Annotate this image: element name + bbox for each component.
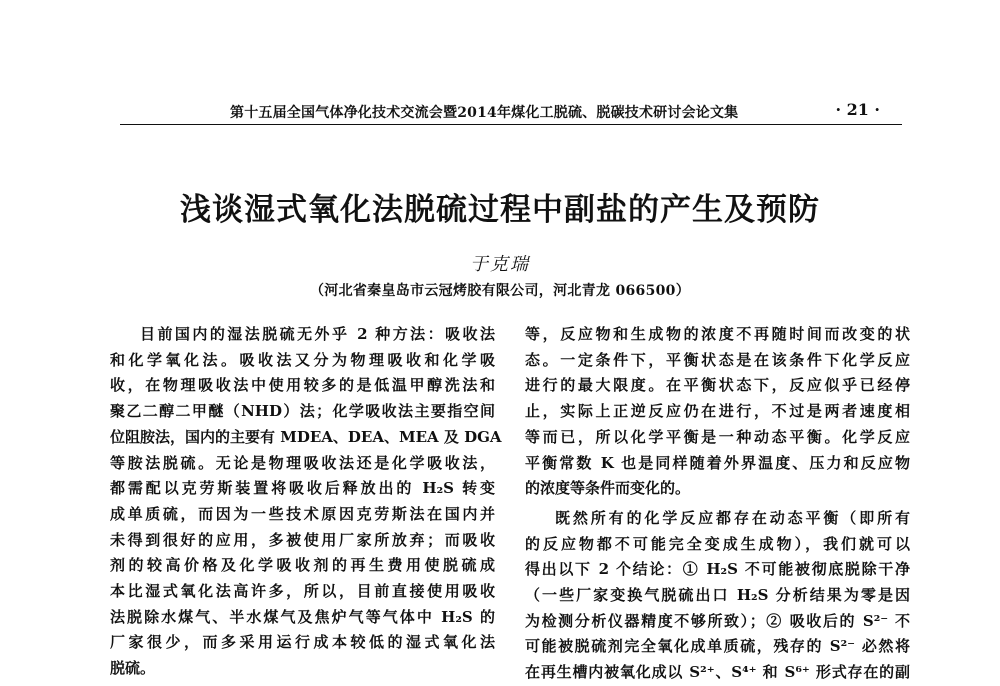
paragraph-line: 法脱除水煤气、半水煤气及焦炉气等气体中 H₂S 的 [110,607,495,626]
paragraph-line: 态。一定条件下，平衡状态是在该条件下化学反应 [525,350,910,369]
paragraph-line: 等，反应物和生成物的浓度不再随时间而改变的状 [525,325,910,343]
paragraph-line: 可能被脱硫剂完全氧化成单质硫，残存的 S²⁻ 必然将 [525,637,910,656]
paragraph-line: 聚乙二醇二甲醚（NHD）法；化学吸收法主要指空间 [110,402,495,421]
paragraph-line: 为检测分析仪器精度不够所致）；② 吸收后的 S²⁻ 不 [525,611,910,630]
paragraph-line: 目前国内的湿法脱硫无外乎 2 种方法：吸收法 [140,325,495,343]
paragraph-line: 位阻胺法，国内的主要有 MDEA、DEA、MEA 及 DGA [110,427,502,446]
paragraph-line: 都需配以克劳斯装置将吸收后释放出的 H₂S 转变 [110,479,495,498]
paragraph-line: 得出以下 2 个结论：① H₂S 不可能被彻底脱除干净 [525,560,910,579]
paragraph-line: 止，实际上正逆反应仍在进行，不过是两者速度相 [525,402,910,421]
paragraph-line: 在再生槽内被氧化成以 S²⁺、S⁴⁺ 和 S⁶⁺ 形式存在的副 [525,663,910,682]
paragraph-line: 剂的较高价格及化学吸收剂的再生费用使脱硫成 [110,556,495,575]
author: 于克瑞 [470,254,530,275]
paragraph-line: 等胺法脱硫。无论是物理吸收法还是化学吸收法， [110,453,495,472]
paragraph-line: 成单质硫，而因为一些技术原因克劳斯法在国内并 [110,504,495,523]
paragraph-line: 厂家很少，而多采用运行成本较低的湿式氧化法 [110,633,495,652]
running-head [120,100,900,124]
paragraph-line: 进行的最大限度。在平衡状态下，反应似乎已经停 [525,376,910,395]
paragraph-line: 本比湿式氧化法高许多，所以，目前直接使用吸收 [110,582,495,601]
paragraph-line: 的浓度等条件而变化的。 [525,479,691,498]
paragraph-line: 平衡常数 K 也是同样随着外界温度、压力和反应物 [525,453,910,472]
paragraph-line: 和化学氧化法。吸收法又分为物理吸收和化学吸 [110,350,495,369]
paragraph-line: 未得到很好的应用，多被使用厂家所放弃；而吸收 [110,530,495,549]
left-column [110,322,502,682]
page-number: · 21 · [835,100,880,119]
paragraph-line: 既然所有的化学反应都存在动态平衡（即所有 [555,508,910,527]
paragraph-line: 收，在物理吸收法中使用较多的是低温甲醇洗法和 [110,376,495,395]
paragraph-line: 的反应物都不可能完全变成生成物），我们就可以 [525,534,910,553]
header-rule [120,124,902,125]
journal-title: 第十五届全国气体净化技术交流会暨2014年煤化工脱硫、脱碳技术研讨会论文集 [230,105,739,121]
article-title: 浅谈湿式氧化法脱硫过程中副盐的产生及预防 [180,192,820,228]
affiliation: （河北省秦皇岛市云冠烤胶有限公司，河北青龙 066500） [309,283,691,299]
right-column [525,322,910,686]
paragraph-line: 等而已，所以化学平衡是一种动态平衡。化学反应 [525,427,910,446]
paragraph-line: （一些厂家变换气脱硫出口 H₂S 分析结果为零是因 [525,586,910,605]
paragraph-line: 脱硫。 [110,659,156,678]
